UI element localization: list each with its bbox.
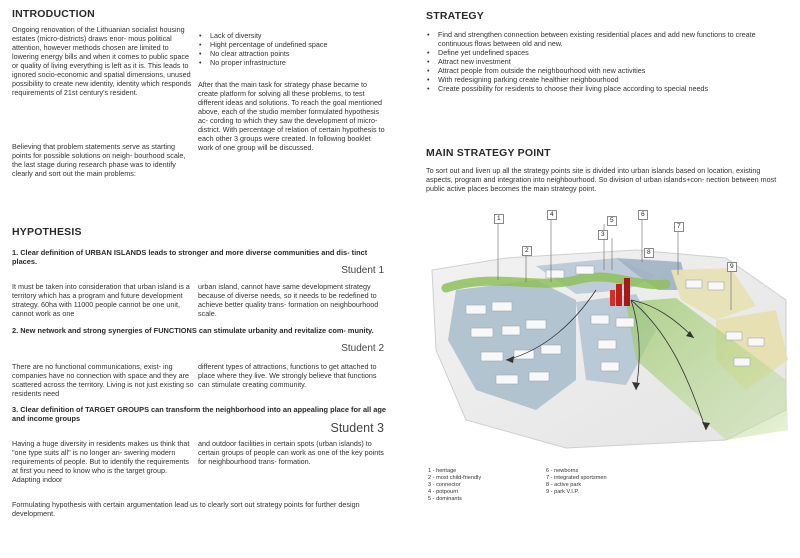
strategy-item: • Define yet undefined spaces: [426, 48, 788, 57]
urban-islands-map-illustration: [426, 210, 790, 462]
map-label-2: 2: [522, 246, 532, 256]
map-label-6: 6: [638, 210, 648, 220]
strategy-title: STRATEGY: [426, 10, 484, 22]
map-legend-col2: [546, 468, 686, 496]
problem-item: • Lack of diversity: [198, 31, 388, 40]
legend-item: 3 - connector: [428, 482, 461, 488]
strategy-item: • Attract new investment: [426, 57, 788, 66]
strategy-list: [426, 30, 788, 93]
strategy-item: • With redesigning parking create healthier neighbourhood: [426, 75, 788, 84]
introduction-title: INTRODUCTION: [12, 8, 95, 20]
map-label-9: 9: [727, 262, 737, 272]
hypothesis-2-statement: 2. New network and strong synergies of FUNCTIONS can stimulate urbanity and revitalize com- munity.: [12, 326, 374, 335]
map-label-8: 8: [644, 248, 654, 258]
legend-item: 7 - integrated sportsmen: [546, 475, 607, 481]
right-page: [400, 0, 800, 558]
legend-item: 5 - dominants: [428, 496, 462, 502]
map-label-5: 5: [607, 216, 617, 226]
strategy-item: • Create possibility for residents to choose their living place according to special needs: [426, 84, 788, 93]
closing-paragraph: Formulating hypothesis with certain argumentation lead us to clearly sort out strategy points for further design development.: [12, 500, 360, 518]
legend-item: 6 - newborns: [546, 468, 579, 474]
hypothesis-3-statement: 3. Clear definition of TARGET GROUPS can transform the neighborhood into an appealing place for all age and income groups: [12, 405, 386, 424]
hypothesis-1-text-col1: It must be taken into consideration that urban island is a territory which has a program and future development strategy. 60ha with 11000 people cannot be one unit, cannot work as one: [12, 282, 190, 318]
hypothesis-2-text-col1: There are no functional communications, exist- ing companies have no connection with space and they are scattered across the territory. Living is not just existing so residents need: [12, 362, 194, 398]
hypothesis-2-student: Student 2: [341, 343, 384, 354]
hypothesis-3-text-col1: Having a huge diversity in residents makes us think that "one type suits all" is no longer an- swering modern requirements of people. But to identify the requirements at first you need to know who is the target group. Adapting indoor: [12, 439, 190, 484]
legend-item: 2 - most child-friendly: [428, 475, 482, 481]
map-label-7: 7: [674, 222, 684, 232]
hypothesis-title: HYPOTHESIS: [12, 226, 82, 238]
hypothesis-1-statement: 1. Clear definition of URBAN ISLANDS leads to stronger and more diverse communities and dis- tinct places.: [12, 248, 368, 267]
map-label-1: 1: [494, 214, 504, 224]
main-strategy-point-text: To sort out and liven up all the strategy points site is divided into urban islands based on location, existing aspects, program and integration into neighbourhood. So division of urban islands+con- nection between most public active places becomes the main strategy point.: [426, 166, 777, 193]
intro-paragraph-2: Believing that problem statements serve as starting points for possible solutions on neigh- bourhood scale, the last stage during research phase was to identify clearly and sort out the main problems:: [12, 142, 186, 178]
hypothesis-2-text-col2: different types of attractions, functions to get attached to place where they live. We strongly believe that functions can stimulate creating community.: [198, 362, 377, 389]
map-label-4: 4: [547, 210, 557, 220]
problem-item: • Hight percentage of undefined space: [198, 40, 388, 49]
strategy-item: • Attract people from outside the neighbourhood with new activities: [426, 66, 788, 75]
map-legend-col1: [428, 468, 548, 503]
hypothesis-3-student: Student 3: [330, 421, 384, 435]
urban-islands-map: [426, 210, 790, 462]
legend-item: 4 - potpourri: [428, 489, 459, 495]
hypothesis-3-text-col2: and outdoor facilities in certain spots (urban islands) to certain groups of people can work as one of the key points for neighbourhood trans- formation.: [198, 439, 384, 466]
hypothesis-1-student: Student 1: [341, 265, 384, 276]
legend-item: 9 - park V.I.P.: [546, 489, 579, 495]
hypothesis-1-text-col2: urban island, cannot have same development strategy because of diverse needs, so it needs to be redefined to achieve better quality trans- formation on neighbourhood scale.: [198, 282, 379, 318]
map-label-3: 3: [598, 230, 608, 240]
main-strategy-point-title: MAIN STRATEGY POINT: [426, 147, 551, 159]
intro-paragraph-3: After that the main task for strategy phase became to create platform for solving all these problems, to test different ideas and solutions. To reach the goal mentioned above, each of the studio member formulated hypothesis ac- cording to which they saw the development of micro-district. With percentage of relation of certain hypothesis to each other 3 groups were created. In following booklet work of one group will be discussed.: [198, 80, 385, 152]
legend-item: 8 - active park: [546, 482, 582, 488]
problems-list: [198, 31, 388, 67]
problem-item: • No clear attraction points: [198, 49, 388, 58]
intro-paragraph-1: Ongoing renovation of the Lithuanian socialist housing estates (micro-districts) draws enor- mous political attention, however methods chosen are limited to lowering energy bills and when it comes to public space or quality of living everything is left as it is. This leads to ignored socio-economic and spatial dimensions, unused possibility to create new identity, identity which responds requirements of 21st century's resident.: [12, 25, 192, 97]
legend-item: 1 - heritage: [428, 468, 457, 474]
problem-item: • No proper infrastructure: [198, 58, 388, 67]
strategy-item: • Find and strengthen connection between existing residential places and add new functions to create continuous flows between old and new.: [426, 30, 788, 48]
